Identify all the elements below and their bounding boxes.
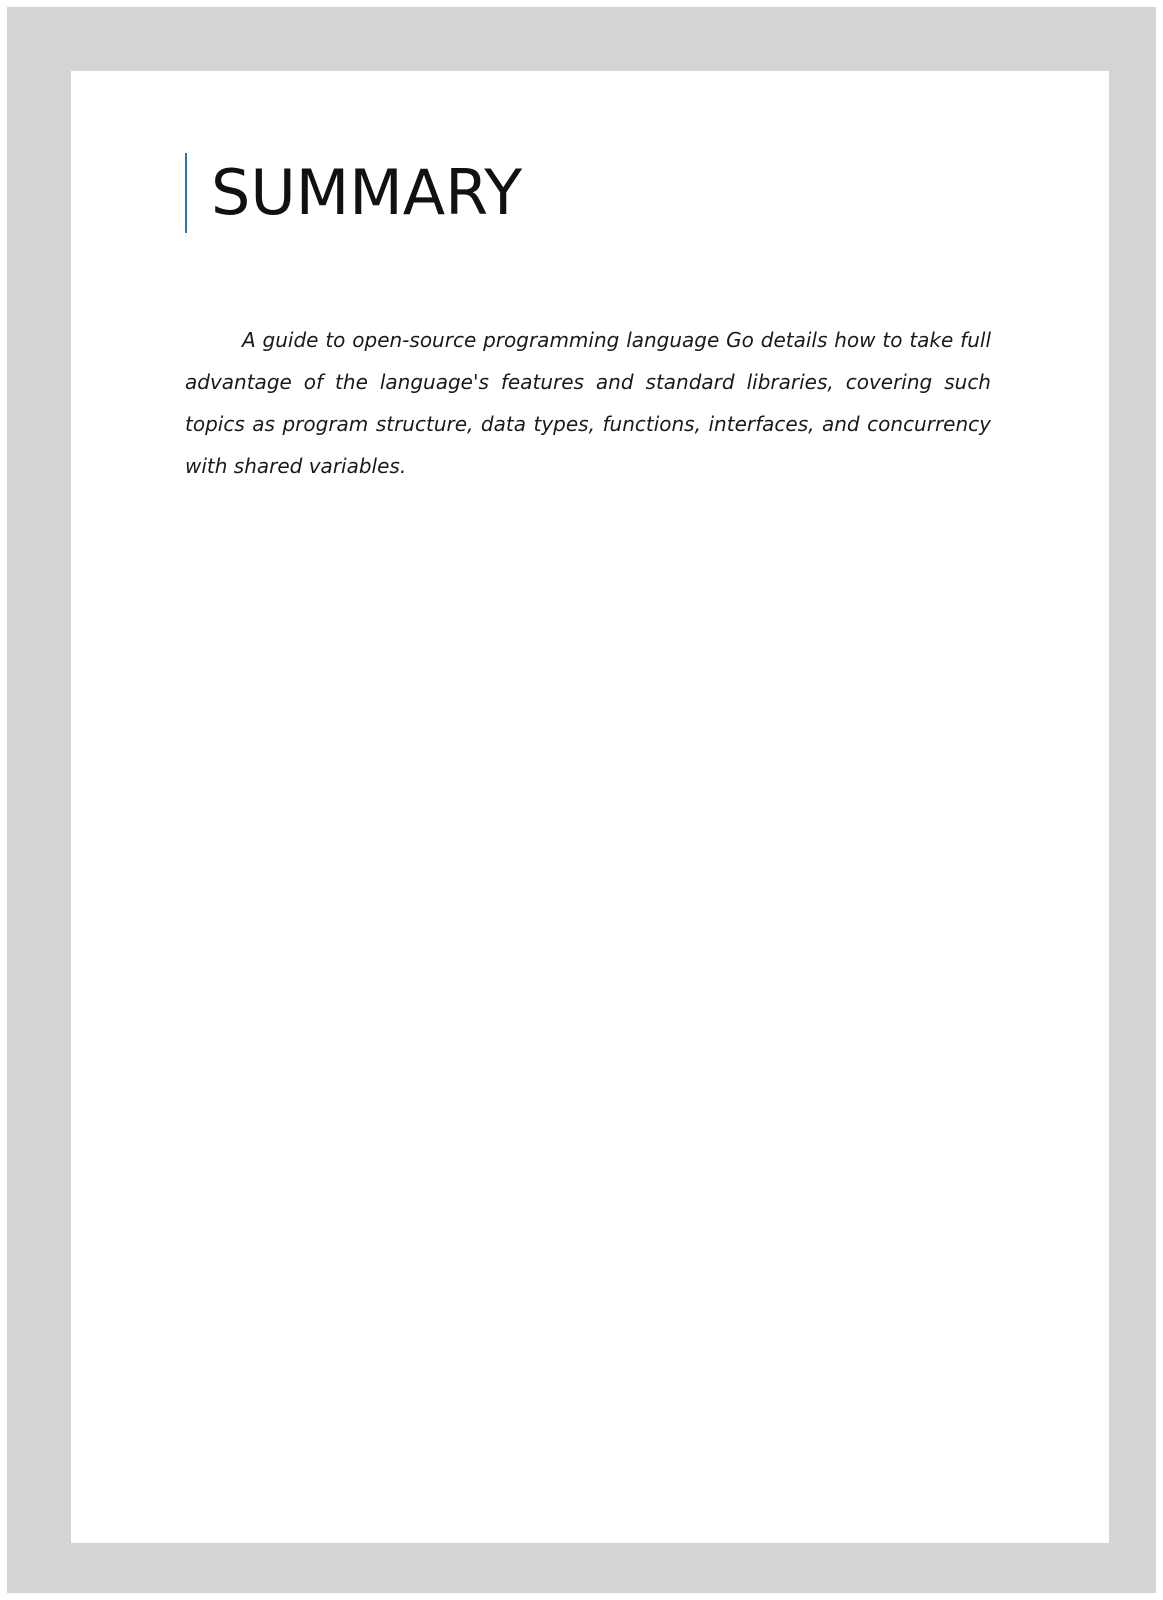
- document-page: [71, 71, 1109, 1543]
- page-title: SUMMARY: [211, 156, 523, 229]
- summary-paragraph: A guide to open-source programming language Go details how to take full advantage of the language's features and standard libraries, covering such topics as program structure, data types, functions, interfaces, and concurrency with shared variables.: [185, 328, 991, 478]
- document-viewer-background: [7, 7, 1156, 1593]
- heading-block: [185, 153, 522, 233]
